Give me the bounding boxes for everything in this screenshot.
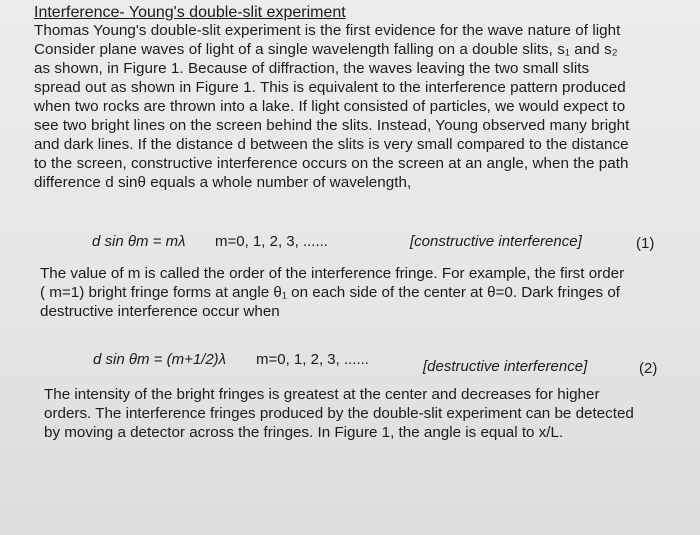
equation2-label: [destructive interference] — [423, 358, 588, 375]
equation2-orders: m=0, 1, 2, 3, ...... — [256, 351, 369, 368]
paragraph1-line: when two rocks are thrown into a lake. If light consisted of particles, we would expect to — [34, 98, 626, 115]
paragraph1-line: spread out as shown in Figure 1. This is equivalent to the interference pattern produced — [34, 79, 626, 96]
paragraph2-line: destructive interference occur when — [40, 303, 280, 320]
paragraph3-line: by moving a detector across the fringes. In Figure 1, the angle is equal to x/L. — [44, 424, 564, 441]
paragraph2-line: The value of m is called the order of the interference fringe. For example, the first order — [40, 265, 625, 282]
equation2-formula: d sin θm = (m+1/2)λ — [93, 351, 227, 368]
paragraph1-line: Consider plane waves of light of a single wavelength falling on a double slits, s₁ and s₂ — [34, 41, 618, 58]
equation2-number: (2) — [639, 360, 658, 377]
paragraph1-line: and dark lines. If the distance d between the slits is very small compared to the distance — [34, 136, 629, 153]
paragraph1-line: to the screen, constructive interference occurs on the screen at an angle, when the path — [34, 155, 629, 172]
paragraph1-line: as shown, in Figure 1. Because of diffraction, the waves leaving the two small slits — [34, 60, 590, 77]
paragraph1-line: difference d sinθ equals a whole number of wavelength, — [34, 174, 412, 191]
equation1-number: (1) — [636, 235, 655, 252]
equation1-label: [constructive interference] — [410, 233, 582, 250]
paragraph2-line: ( m=1) bright fringe forms at angle θ₁ on each side of the center at θ=0. Dark fringes of — [40, 284, 621, 301]
paragraph1-line: Thomas Young's double-slit experiment is the first evidence for the wave nature of light — [34, 22, 621, 39]
equation1-formula: d sin θm = mλ — [92, 233, 186, 250]
paragraph3-line: The intensity of the bright fringes is greatest at the center and decreases for higher — [44, 386, 600, 403]
equation1-orders: m=0, 1, 2, 3, ...... — [215, 233, 328, 250]
document-title: Interference- Young's double-slit experiment — [34, 4, 346, 21]
paragraph3-line: orders. The interference fringes produced by the double-slit experiment can be detected — [44, 405, 634, 422]
paragraph1-line: see two bright lines on the screen behind the slits. Instead, Young observed many bright — [34, 117, 630, 134]
